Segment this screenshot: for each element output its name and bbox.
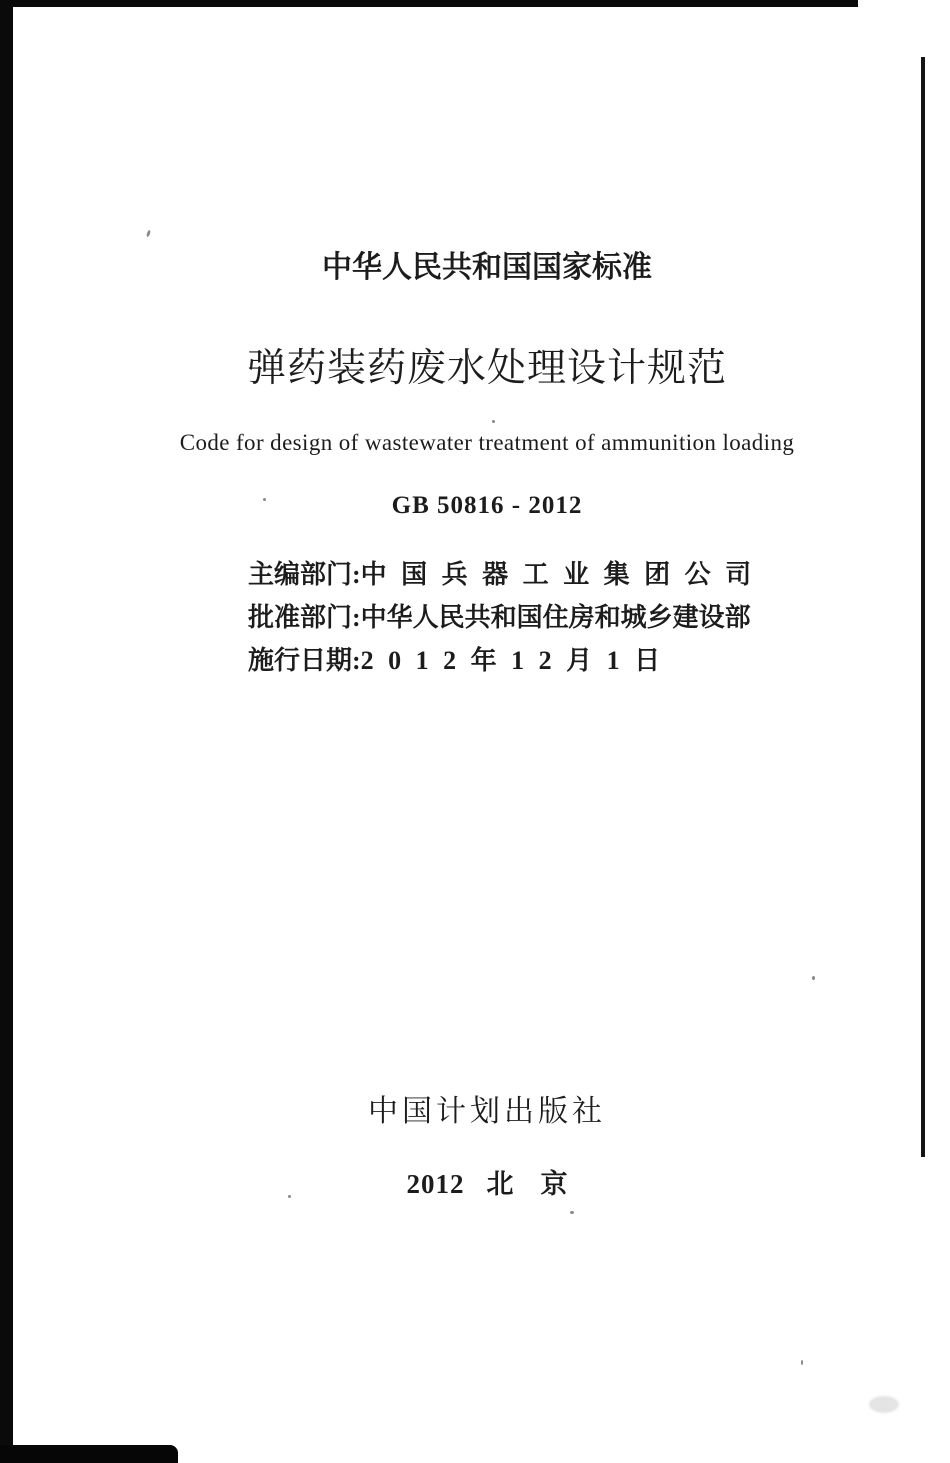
standard-meta-block [248, 553, 751, 682]
national-standard-label: 中华人民共和国国家标准 [322, 251, 652, 284]
imprint-line [24, 1171, 950, 1198]
imprint-city-first-char: 北 [486, 1169, 514, 1199]
effective-date-line: 施行日期:2 0 1 2 年 1 2 月 1 日 [248, 646, 661, 675]
standard-title-chinese: 弹药装药废水处理设计规范 [246, 347, 727, 390]
imprint-city-second-char: 京 [540, 1169, 568, 1199]
approval-department-line: 批准部门:中华人民共和国住房和城乡建设部 [248, 603, 751, 632]
publisher-name: 中国计划出版社 [368, 1095, 606, 1128]
standard-title-english: Code for design of wastewater treatment of ammunition loading [179, 430, 795, 455]
chief-editor-line: 主编部门:中 国 兵 器 工 业 集 团 公 司 [248, 560, 752, 589]
scan-artifact-left-bar [0, 0, 13, 1463]
cover-content [24, 0, 950, 1463]
standard-number: GB 50816 - 2012 [391, 492, 583, 519]
imprint-year: 2012 [406, 1169, 465, 1199]
